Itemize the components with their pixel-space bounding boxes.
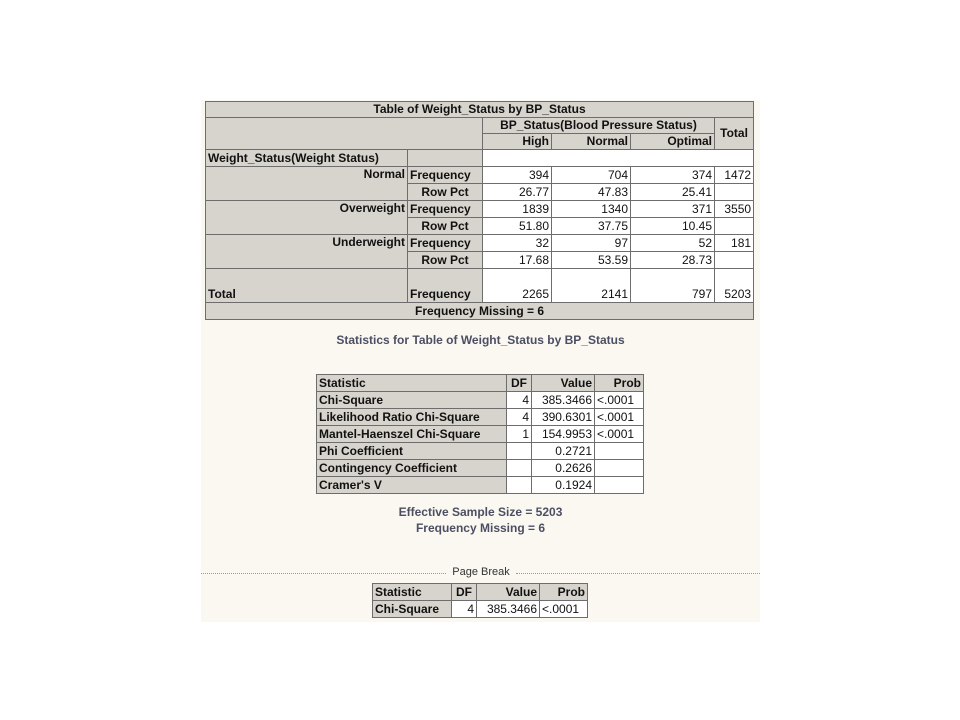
- crosstab-table: [205, 101, 754, 320]
- row-label-normal: Normal: [206, 167, 408, 201]
- header-value: Value: [532, 375, 595, 392]
- pct-label: Row Pct: [408, 252, 483, 269]
- stat-value: 0.2626: [532, 460, 595, 477]
- stat-df: 4: [507, 392, 532, 409]
- stat-value: 385.3466: [477, 601, 540, 618]
- frequency-missing: Frequency Missing = 6: [415, 521, 546, 535]
- stats-title: Statistics for Table of Weight_Status by BP_Status: [336, 333, 625, 347]
- col-total: 2141: [552, 269, 631, 303]
- cell-pct: 51.80: [483, 218, 552, 235]
- cell-value: 394: [483, 167, 552, 184]
- stat-name: Cramer's V: [317, 477, 507, 494]
- stat-df: 4: [507, 409, 532, 426]
- crosstab-title: Table of Weight_Status by BP_Status: [206, 102, 754, 118]
- col-total: 797: [631, 269, 715, 303]
- statistics-table-2: [372, 583, 588, 618]
- stat-value: 390.6301: [532, 409, 595, 426]
- row-var-header: Weight_Status(Weight Status): [206, 150, 408, 167]
- cell-value: 374: [631, 167, 715, 184]
- row-label-underweight: Underweight: [206, 235, 408, 269]
- stat-name: Chi-Square: [317, 392, 507, 409]
- page-break-line-left: [201, 573, 446, 574]
- empty-cell: [715, 252, 754, 269]
- stat-prob: <.0001: [540, 601, 588, 618]
- cell-pct: 28.73: [631, 252, 715, 269]
- statistics-table: [316, 374, 644, 494]
- row-label-total: Total: [206, 269, 408, 303]
- cell-value: 32: [483, 235, 552, 252]
- empty-cell: [483, 150, 754, 167]
- stat-df: 4: [452, 601, 477, 618]
- header-statistic: Statistic: [373, 584, 452, 601]
- stat-df: 1: [507, 426, 532, 443]
- pct-label: Row Pct: [408, 184, 483, 201]
- empty-cell: [715, 218, 754, 235]
- stat-name: Mantel-Haenszel Chi-Square: [317, 426, 507, 443]
- col-total: 2265: [483, 269, 552, 303]
- stat-prob: <.0001: [595, 392, 644, 409]
- page-break-line-right: [516, 573, 760, 574]
- pct-label: Row Pct: [408, 218, 483, 235]
- stat-name: Contingency Coefficient: [317, 460, 507, 477]
- stat-value: 385.3466: [532, 392, 595, 409]
- stat-df: [507, 443, 532, 460]
- total-col-header: Total: [715, 118, 754, 150]
- stat-name: Likelihood Ratio Chi-Square: [317, 409, 507, 426]
- row-total: 1472: [715, 167, 754, 184]
- header-prob: Prob: [540, 584, 588, 601]
- row-total: 181: [715, 235, 754, 252]
- header-df: DF: [452, 584, 477, 601]
- empty-cell: [715, 184, 754, 201]
- col-header-high: High: [483, 134, 552, 150]
- cell-value: 52: [631, 235, 715, 252]
- cell-pct: 53.59: [552, 252, 631, 269]
- stat-df: [507, 460, 532, 477]
- stat-prob: <.0001: [595, 409, 644, 426]
- cell-pct: 47.83: [552, 184, 631, 201]
- cell-value: 704: [552, 167, 631, 184]
- stat-df: [507, 477, 532, 494]
- stat-value: 0.2721: [532, 443, 595, 460]
- col-var-header: BP_Status(Blood Pressure Status): [483, 118, 715, 134]
- empty-header: [408, 150, 483, 167]
- stat-prob: [595, 477, 644, 494]
- cell-pct: 26.77: [483, 184, 552, 201]
- cell-value: 1340: [552, 201, 631, 218]
- header-statistic: Statistic: [317, 375, 507, 392]
- grand-total: 5203: [715, 269, 754, 303]
- cell-value: 1839: [483, 201, 552, 218]
- col-header-optimal: Optimal: [631, 134, 715, 150]
- cell-pct: 25.41: [631, 184, 715, 201]
- stat-prob: [595, 460, 644, 477]
- header-value: Value: [477, 584, 540, 601]
- freq-label: Frequency: [408, 235, 483, 252]
- stat-prob: [595, 443, 644, 460]
- stat-name: Chi-Square: [373, 601, 452, 618]
- col-header-normal: Normal: [552, 134, 631, 150]
- cell-pct: 17.68: [483, 252, 552, 269]
- row-total: 3550: [715, 201, 754, 218]
- freq-label: Frequency: [408, 269, 483, 303]
- effective-sample-size: Effective Sample Size = 5203: [398, 505, 563, 519]
- header-df: DF: [507, 375, 532, 392]
- crosstab-footer: Frequency Missing = 6: [206, 303, 754, 320]
- freq-label: Frequency: [408, 167, 483, 184]
- cell-pct: 10.45: [631, 218, 715, 235]
- corner-header: [206, 118, 483, 150]
- stat-name: Phi Coefficient: [317, 443, 507, 460]
- row-label-overweight: Overweight: [206, 201, 408, 235]
- cell-value: 371: [631, 201, 715, 218]
- freq-label: Frequency: [408, 201, 483, 218]
- stat-prob: <.0001: [595, 426, 644, 443]
- cell-value: 97: [552, 235, 631, 252]
- stat-value: 0.1924: [532, 477, 595, 494]
- header-prob: Prob: [595, 375, 644, 392]
- page-break-label: Page Break: [452, 566, 510, 578]
- cell-pct: 37.75: [552, 218, 631, 235]
- stat-value: 154.9953: [532, 426, 595, 443]
